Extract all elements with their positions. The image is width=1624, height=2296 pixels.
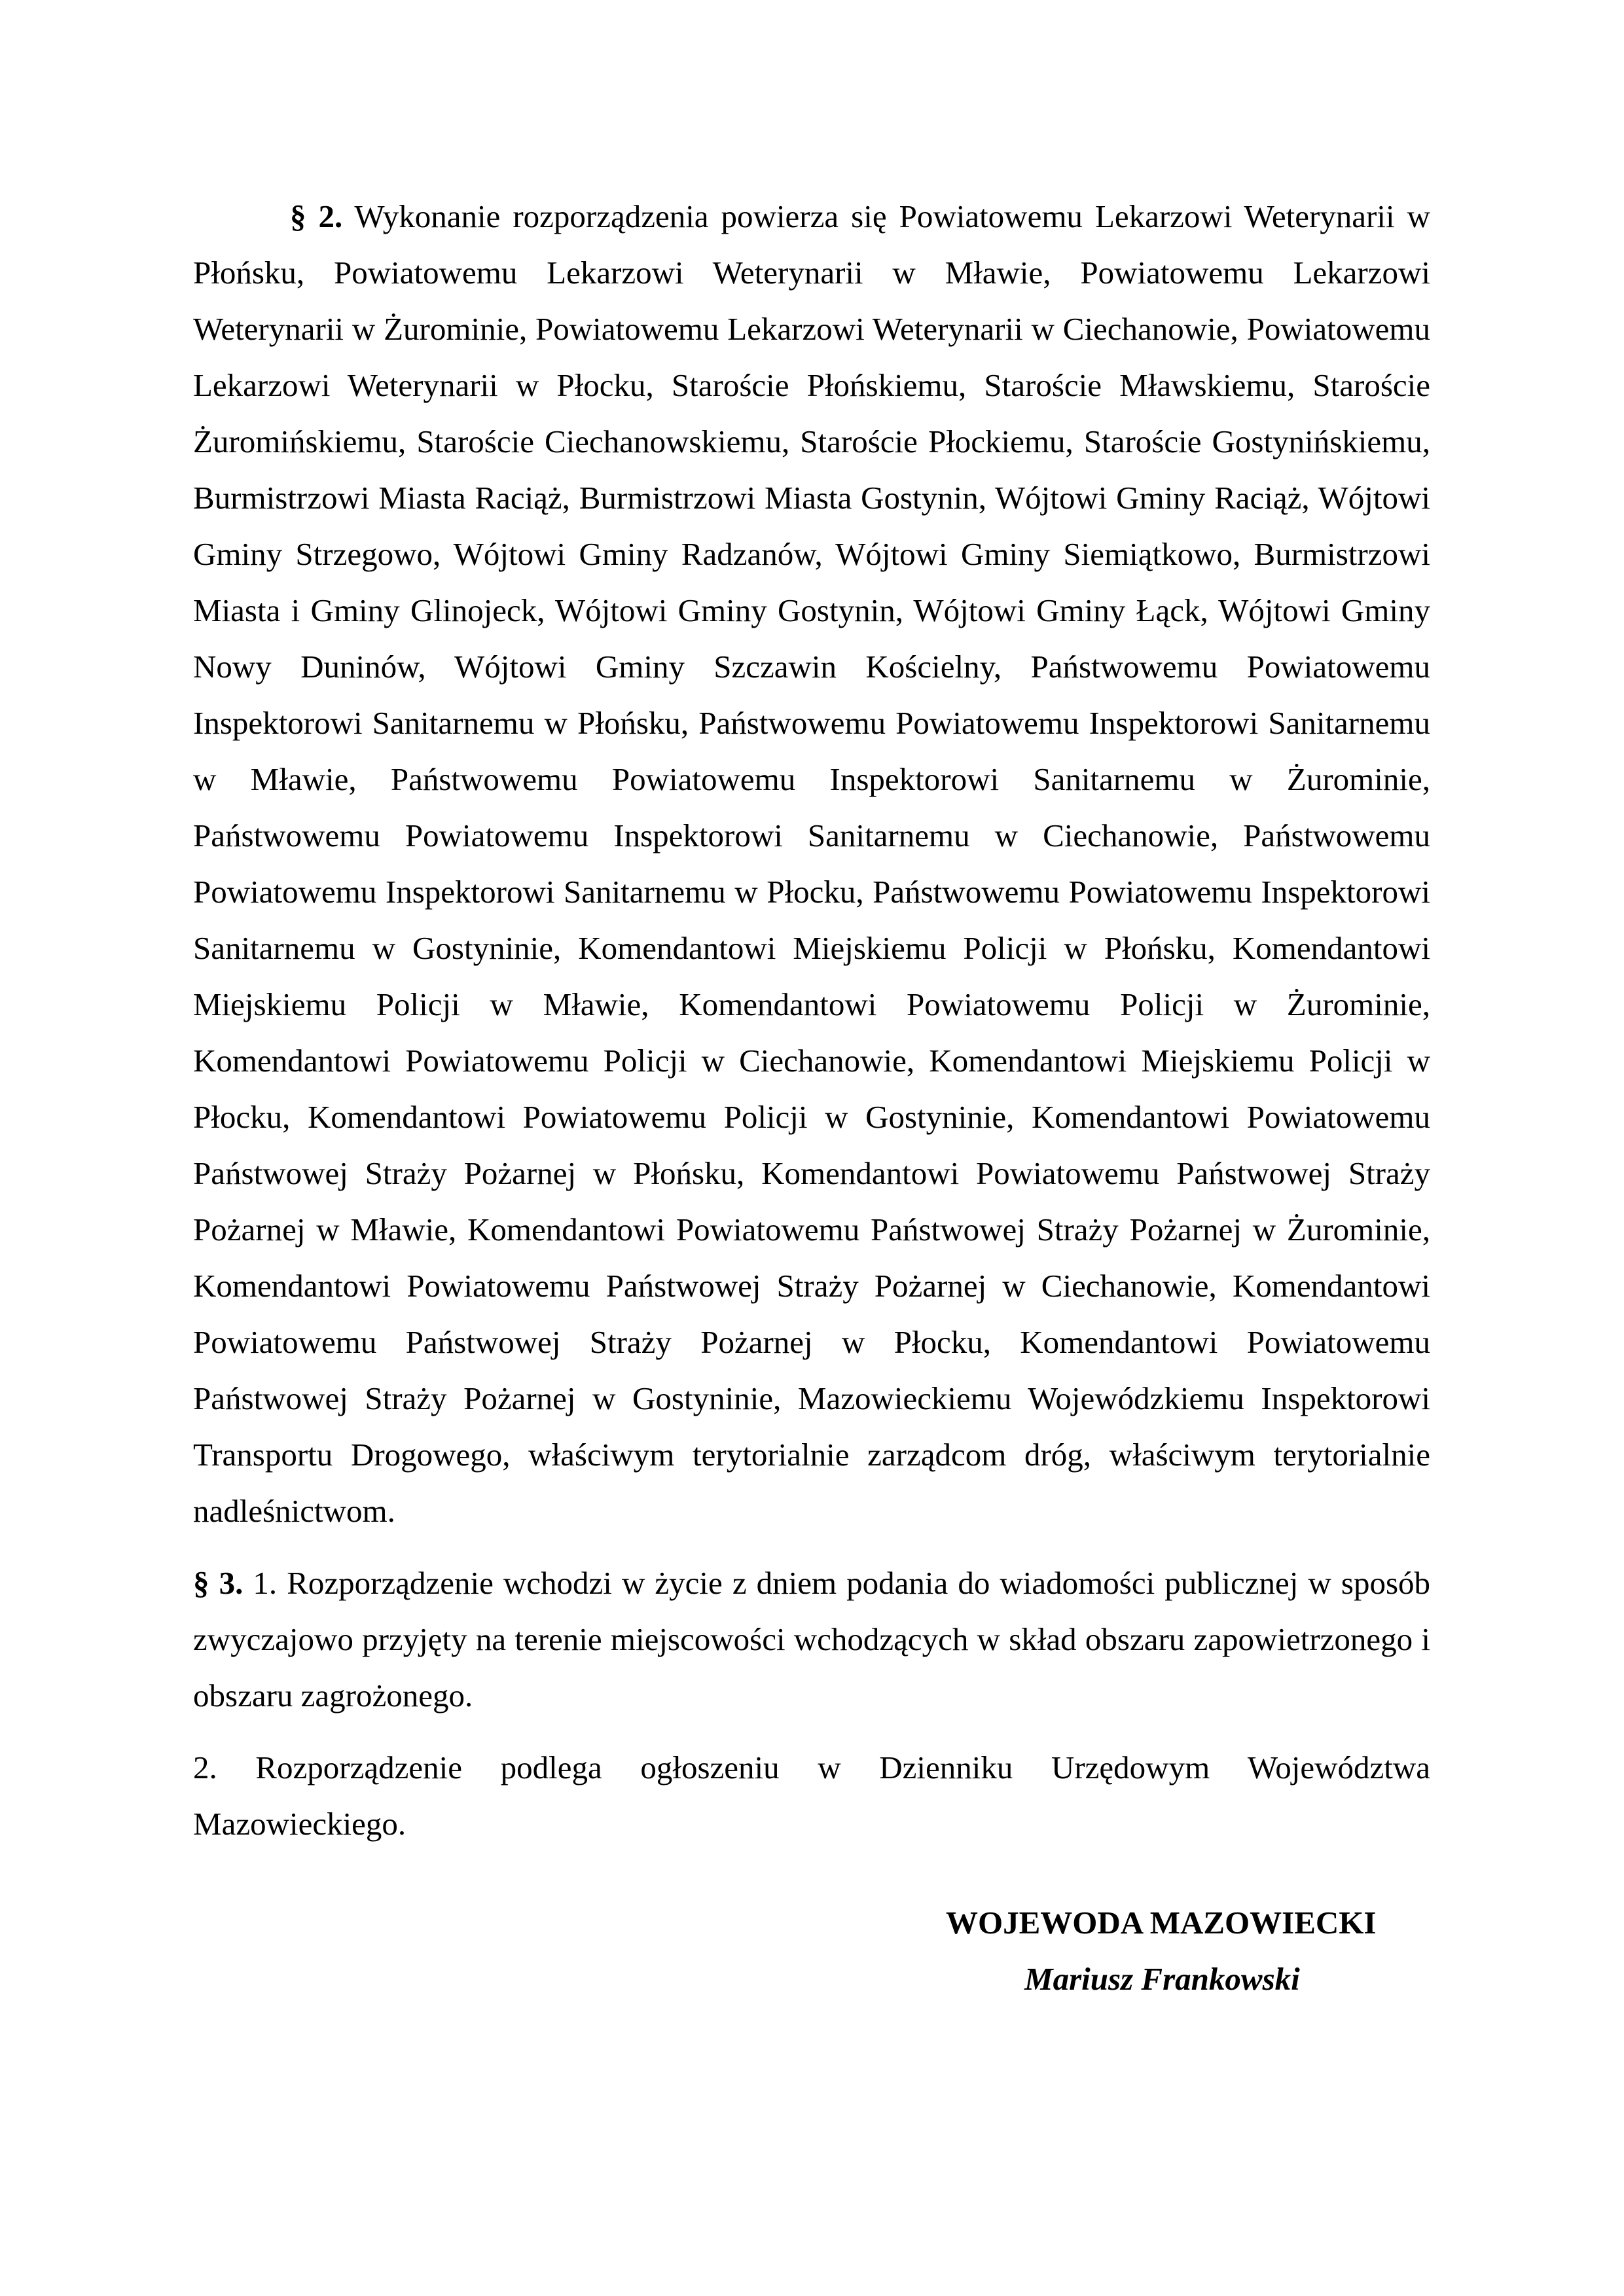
signature-block [946, 1895, 1404, 2007]
section-3-item-1: 1. Rozporządzenie wchodzi w życie z dniem podania do wiadomości publicznej w sposób zwyczajowo przyjęty na terenie miejscowości wchodzących w skład obszaru zapowietrzonego i obszaru zagrożonego. [193, 1565, 1431, 1713]
section-3-paragraph-2 [193, 1740, 1430, 1852]
section-2-paragraph [193, 188, 1430, 1539]
signatory-title: WOJEWODA MAZOWIECKI [946, 1905, 1377, 1941]
section-2-text: Wykonanie rozporządzenia powierza się Powiatowemu Lekarzowi Weterynarii w Płońsku, Powiatowemu Lekarzowi Weterynarii w Mławie, Powiatowemu Lekarzowi Weterynarii w Żurominie, Powiatowemu Lekarzowi Weterynarii w Ciechanowie, Powiatowemu Lekarzowi Weterynarii w Płocku, Staroście Płońskiemu, Staroście Mławskiemu, Staroście Żuromińskiemu, Staroście Ciechanowskiemu, Staroście Płockiemu, Staroście Gostynińskiemu, Burmistrzowi Miasta Raciąż, Burmistrzowi Miasta Gostynin, Wójtowi Gminy Raciąż, Wójtowi Gminy Strzegowo, Wójtowi Gminy Radzanów, Wójtowi Gminy Siemiątkowo, Burmistrzowi Miasta i Gminy Glinojeck, Wójtowi Gminy Gostynin, Wójtowi Gminy Łąck, Wójtowi Gminy Nowy Duninów, Wójtowi Gminy Szczawin Kościelny, Państwowemu Powiatowemu Inspektorowi Sanitarnemu w Płońsku, Państwowemu Powiatowemu Inspektorowi Sanitarnemu w Mławie, Państwowemu Powiatowemu Inspektorowi Sanitarnemu w Żurominie, Państwowemu Powiatowemu Inspektorowi Sanitarnemu w Ciechanowie, Państwowemu Powiatowemu Inspektorowi Sanitarnemu w Płocku, Państwowemu Powiatowemu Inspektorowi Sanitarnemu w Gostyninie, Komendantowi Miejskiemu Policji w Płońsku, Komendantowi Miejskiemu Policji w Mławie, Komendantowi Powiatowemu Policji w Żurominie, Komendantowi Powiatowemu Policji w Ciechanowie, Komendantowi Miejskiemu Policji w Płocku, Komendantowi Powiatowemu Policji w Gostyninie, Komendantowi Powiatowemu Państwowej Straży Pożarnej w Płońsku, Komendantowi Powiatowemu Państwowej Straży Pożarnej w Mławie, Komendantowi Powiatowemu Państwowej Straży Pożarnej w Żurominie, Komendantowi Powiatowemu Państwowej Straży Pożarnej w Ciechanowie, Komendantowi Powiatowemu Państwowej Straży Pożarnej w Płocku, Komendantowi Powiatowemu Państwowej Straży Pożarnej w Gostyninie, Mazowieckiemu Wojewódzkiemu Inspektorowi Transportu Drogowego, właściwym terytorialnie zarządcom dróg, właściwym terytorialnie nadleśnictwom. [193, 198, 1430, 1529]
section-3-paragraph-1 [193, 1555, 1430, 1724]
document-body [193, 188, 1430, 1852]
section-3-item-2: 2. Rozporządzenie podlega ogłoszeniu w Dzienniku Urzędowym Województwa Mazowieckiego. [193, 1749, 1430, 1842]
section-3-mark: § 3. [193, 1565, 244, 1601]
section-2-mark: § 2. [290, 198, 343, 234]
signatory-name: Mariusz Frankowski [1024, 1961, 1300, 1997]
